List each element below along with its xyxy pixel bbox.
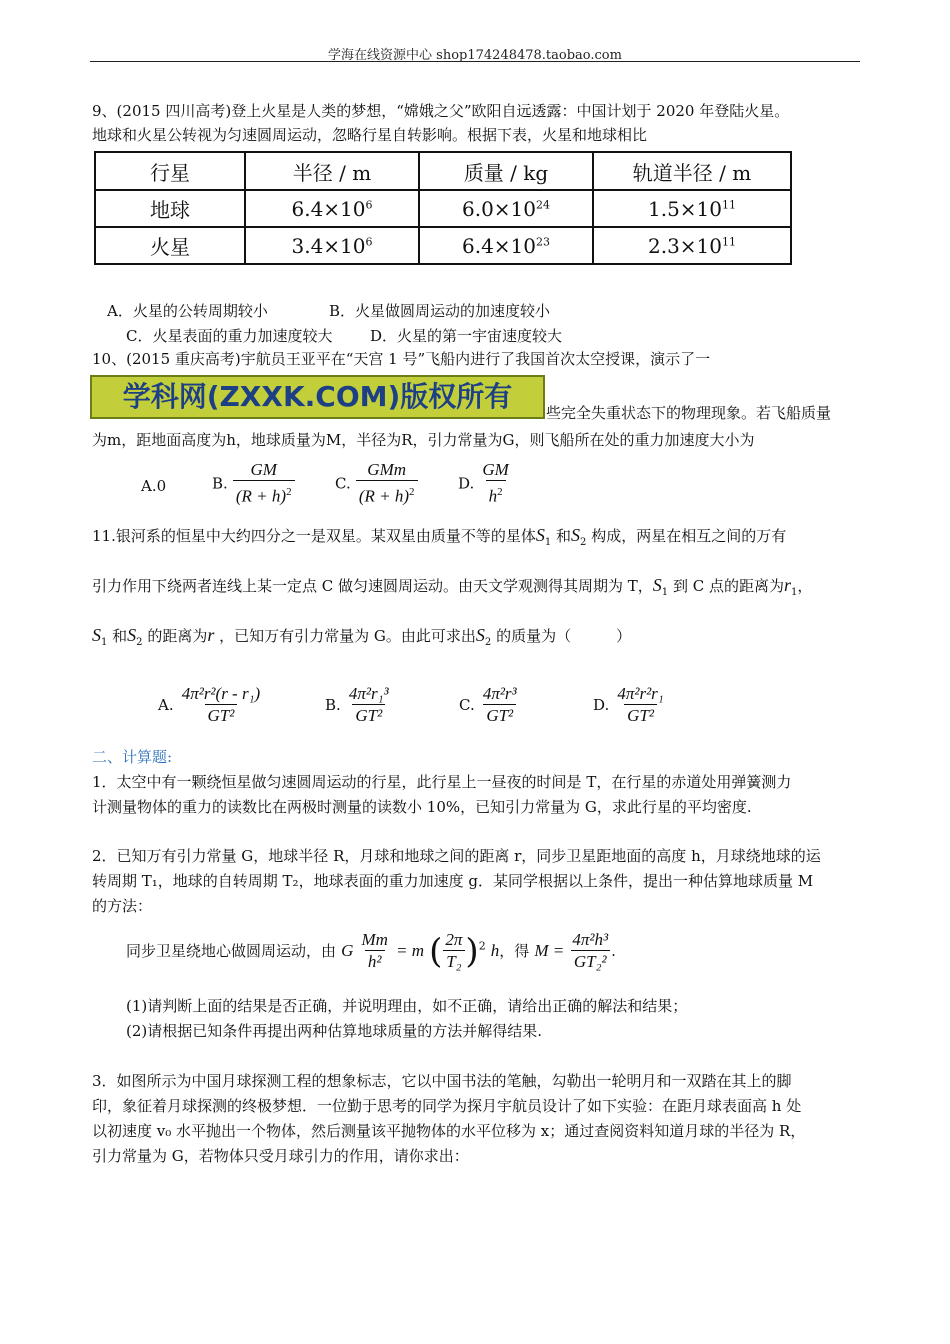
q11-line3: $S_1$ 和$S_2$ 的距离为r ，已知万有引力常量为 G。由此可求出$S_2$ 的质量为（ ） (92, 625, 632, 648)
q10-line3: 为m，距地面高度为h，地球质量为M，半径为R，引力常量为G，则飞船所在处的重力加速度大小为 (92, 431, 755, 449)
c2-formula: 同步卫星绕地心做圆周运动，由 G $\frac{Mm}{\text{h²}}$ = m ( $\frac{2\pi}{\text{T₂}}$ )$^2$ h，得 M = $\frac{\text{4π²h³}}{\text{GT₂²}}$ . (126, 930, 616, 972)
q9-option-b: B．火星做圆周运动的加速度较小 (329, 302, 551, 320)
c3-line2: 印，象征着月球探测的终极梦想．一位勤于思考的同学为探月宇航员设计了如下实验：在距月球表面高 h 处 (92, 1097, 802, 1115)
table-header-cell: 轨道半径 / m (593, 152, 791, 190)
q11-option-d: D. $\frac{\text{4π²r²r₁}}{\text{GT²}}$ (593, 684, 664, 725)
q11-option-b: B. $\frac{\text{4π²r₁³}}{\text{GT²}}$ (325, 684, 389, 725)
table-header-cell: 质量 / kg (419, 152, 593, 190)
c2-line1: 2．已知万有引力常量 G，地球半径 R，月球和地球之间的距离 r，同步卫星距地面的高度 h，月球绕地球的运 (92, 847, 821, 865)
q11-line2: 引力作用下绕两者连线上某一定点 C 做匀速圆周运动。由天文学观测得其周期为 T，$S_1$ 到 C 点的距离为$r_1$， (92, 575, 813, 598)
c1-line2: 计测量物体的重力的读数比在两极时测量的读数小 10%，已知引力常量为 G，求此行星的平均密度. (92, 798, 752, 816)
planet-name: 火星 (95, 227, 245, 264)
planet-orbit: $2.3\times 10^{11}$ (593, 227, 791, 264)
table-header-cell: 半径 / m (245, 152, 419, 190)
q10-option-d: D. $\frac{GM}{h^2}$ (458, 460, 509, 506)
c2-sub2: (2)请根据已知条件再提出两种估算地球质量的方法并解得结果. (126, 1022, 543, 1040)
q10-line2: 些完全失重状态下的物理现象。若飞船质量 (546, 404, 832, 422)
q9-option-a: A．火星的公转周期较小 (107, 302, 268, 320)
q10-option-a: A.0 (141, 477, 167, 495)
header-rule (90, 61, 860, 62)
q10-option-c: C. $\frac{\text{GMm}}{(R + h)^2}$ (335, 460, 418, 508)
q9-option-d: D．火星的第一宇宙速度较大 (370, 327, 563, 345)
planet-radius: $3.4\times 10^6$ (245, 227, 419, 264)
c3-line3: 以初速度 v₀ 水平抛出一个物体，然后测量该平抛物体的水平位移为 x；通过查阅资料知道月球的半径为 R， (92, 1122, 806, 1140)
q11-option-c: C. $\frac{\text{4π²r³}}{\text{GT²}}$ (459, 684, 517, 725)
copyright-banner: 学科网(ZXXK.COM)版权所有 (90, 375, 545, 419)
c3-line4: 引力常量为 G，若物体只受月球引力的作用，请你求出： (92, 1147, 469, 1165)
table-row (95, 190, 791, 227)
planet-mass: $6.4\times 10^{23}$ (419, 227, 593, 264)
q10-line1: 10、(2015 重庆高考)宇航员王亚平在“天宫 1 号”飞船内进行了我国首次太空授课，演示了一 (92, 350, 711, 368)
c2-line2: 转周期 T₁，地球的自转周期 T₂，地球表面的重力加速度 g．某同学根据以上条件，提出一种估算地球质量 M (92, 872, 814, 890)
q9-line2: 地球和火星公转视为匀速圆周运动，忽略行星自转影响。根据下表，火星和地球相比 (92, 126, 648, 144)
q9-option-c: C．火星表面的重力加速度较大 (126, 327, 333, 345)
c2-sub1: (1)请判断上面的结果是否正确，并说明理由，如不正确，请给出正确的解法和结果； (126, 997, 688, 1015)
q9-line1: 9、(2015 四川高考)登上火星是人类的梦想，“嫦娥之父”欧阳自远透露：中国计划于 2020 年登陆火星。 (92, 102, 790, 120)
q10-option-b: B. $\frac{GM}{(R + h)^2}$ (212, 460, 295, 508)
planet-name: 地球 (95, 190, 245, 227)
table-row (95, 227, 791, 264)
table-header-row (95, 152, 791, 190)
planet-mass: $6.0\times 10^{24}$ (419, 190, 593, 227)
c3-line1: 3．如图所示为中国月球探测工程的想象标志，它以中国书法的笔触，勾勒出一轮明月和一双踏在其上的脚 (92, 1072, 792, 1090)
planet-radius: $6.4\times 10^6$ (245, 190, 419, 227)
c1-line1: 1．太空中有一颗绕恒星做匀速圆周运动的行星，此行星上一昼夜的时间是 T，在行星的赤道处用弹簧测力 (92, 773, 792, 791)
page-header: 学海在线资源中心 shop174248478.taobao.com (328, 48, 622, 63)
table-header-cell: 行星 (95, 152, 245, 190)
planet-orbit: $1.5\times 10^{11}$ (593, 190, 791, 227)
planet-table (94, 151, 792, 265)
c2-line3: 的方法： (92, 897, 153, 915)
q11-line1: 11.银河系的恒星中大约四分之一是双星。某双星由质量不等的星体$S_1$ 和$S_2$ 构成，两星在相互之间的万有 (92, 525, 787, 548)
section-title: 二、计算题: (92, 748, 173, 766)
q11-option-a: A. $\frac{\text{4π²r²(r - r₁)}}{\text{GT²}}$ (158, 684, 261, 725)
